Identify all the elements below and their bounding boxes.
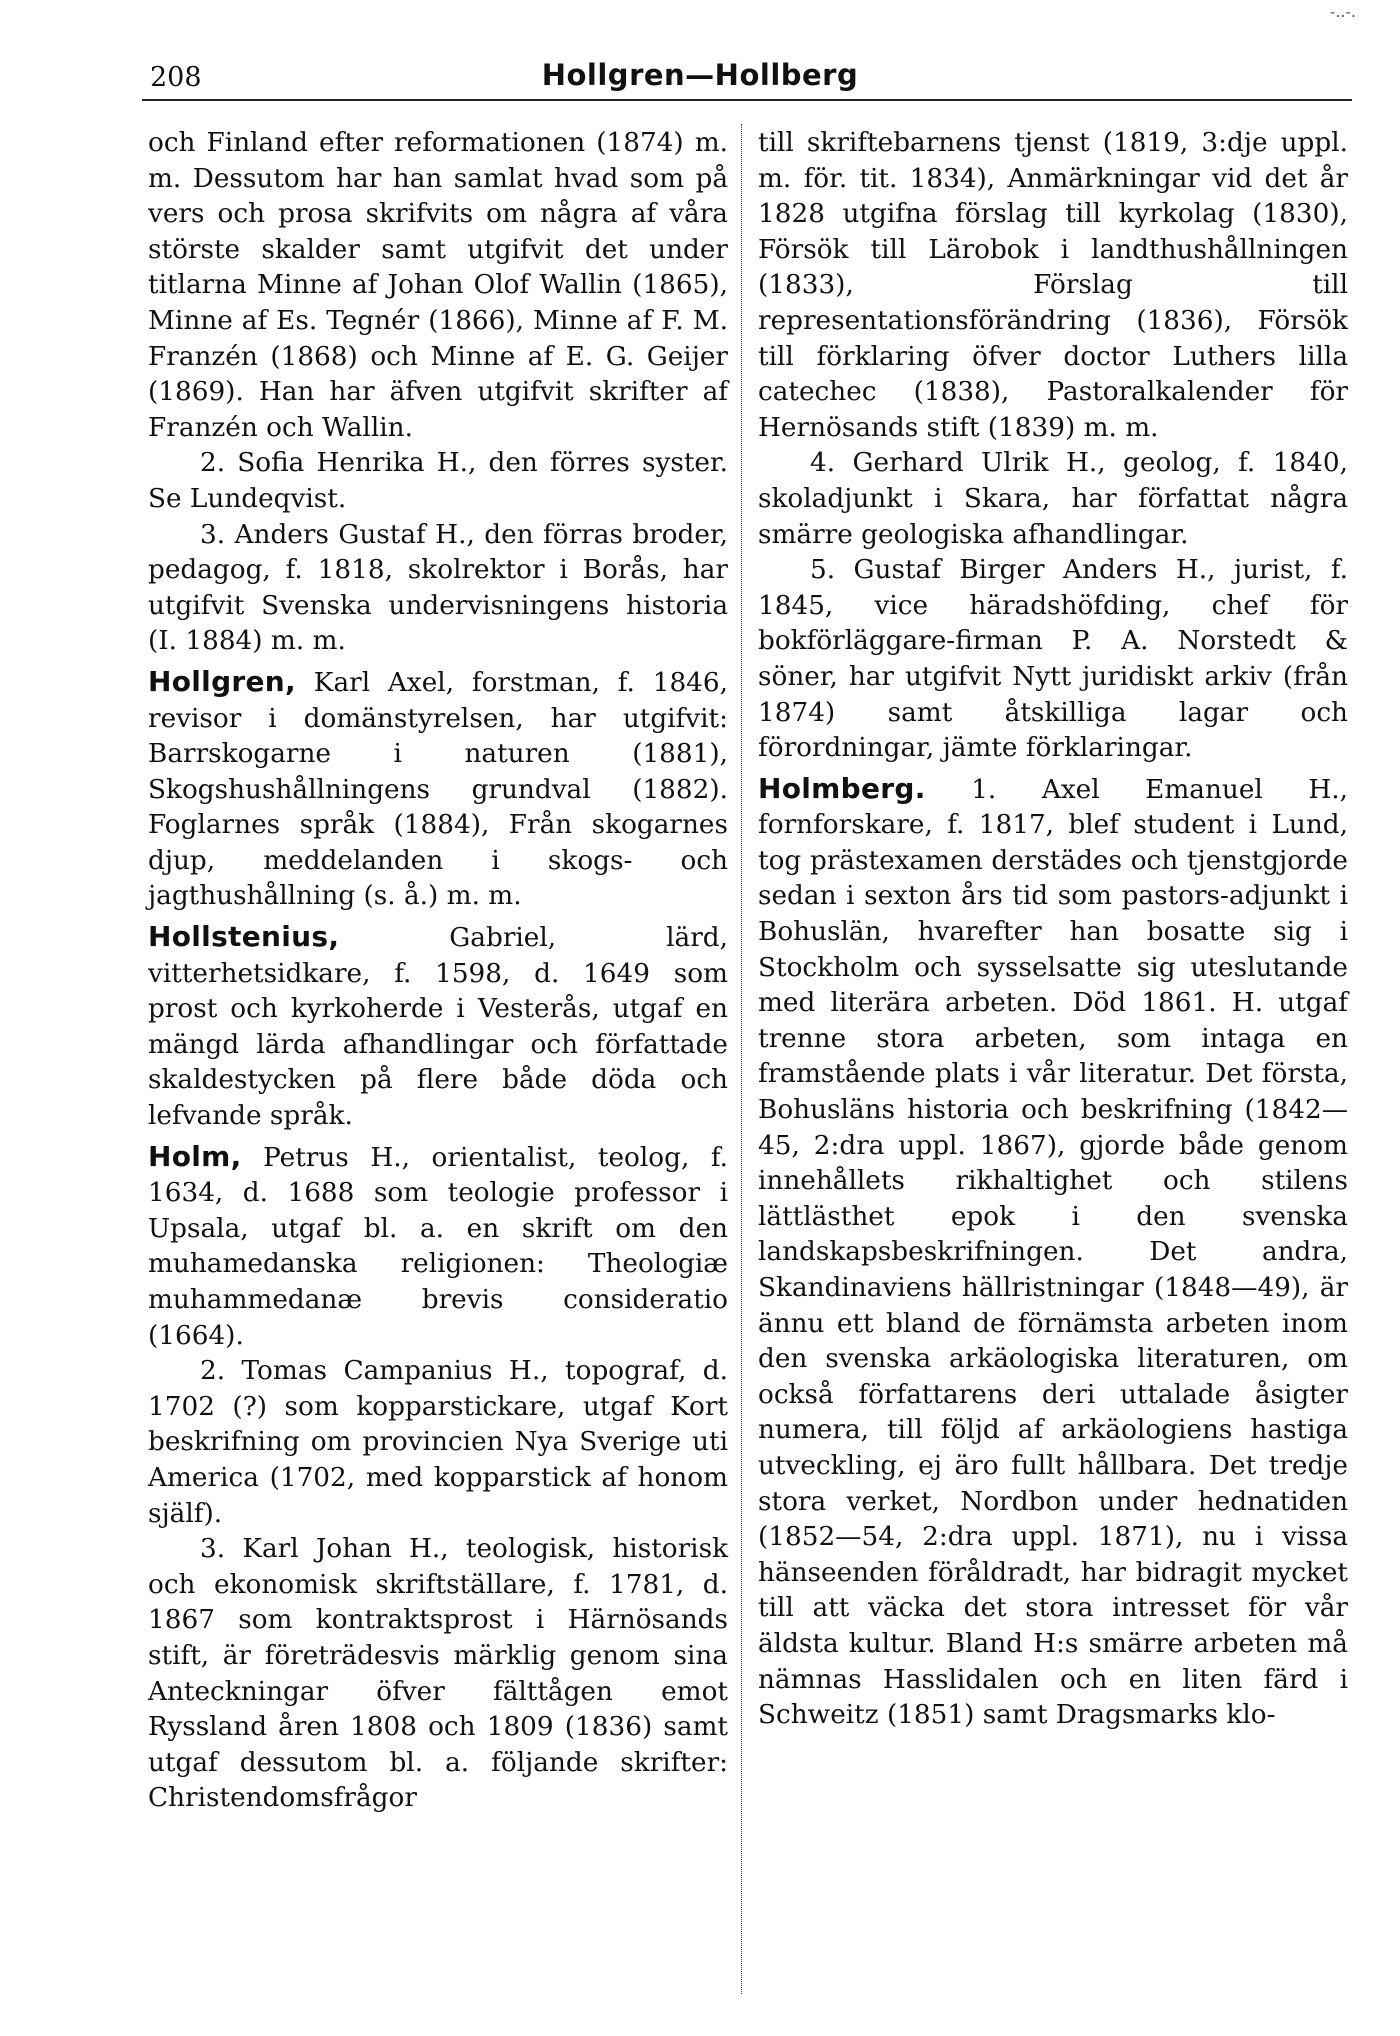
entry-lemma: Holmberg.: [758, 771, 926, 805]
entry-holm: [148, 1139, 728, 1355]
corner-mark: -..-.: [1329, 2, 1356, 21]
entry-text: Gabriel, lärd, vitterhetsidkare, f. 1598, d. 1649 som prost och kyrkoherde i Vesterås, utgaf en mängd lärda afhandlingar och författade skaldestycken på flere både döda och lefvande språk.: [148, 923, 728, 1132]
paragraph: till skriftebarnens tjenst (1819, 3:dje uppl. m. för. tit. 1834), Anmärkningar vid det år 1828 utgifna förslag till kyrkolag (1830), Försök till Lärobok i landthushållningen (1833), Förslag till representationsförändring (1836), Försök till förklaring öfver doctor Luthers lilla catecheс (1838), Pastoralkalender för Hernösands stift (1839) m. m.: [758, 128, 1348, 443]
entry-holmberg: [758, 771, 1348, 1734]
paragraph: 3. Karl Johan H., teologisk, historisk och ekonomisk skriftställare, f. 1781, d. 1867 som kontraktsprost i Härnösands stift, är företrädesvis märklig genom sina Anteckningar öfver fälttågen emot Ryssland åren 1808 och 1809 (1836) samt utgaf dessutom bl. a. följande skrifter: Christendomsfrågor: [148, 1534, 728, 1814]
entry-hollstenius: [148, 919, 728, 1135]
entry-lemma: Holm,: [148, 1139, 242, 1173]
paragraph: 5. Gustaf Birger Anders H., jurist, f. 1845, vice häradshöfding, chef för bokförläggare-firman P. A. Norstedt & söner, har utgifvit Nytt juridiskt arkiv (från 1874) samt åtskilliga lagar och förordningar, jämte förklaringar.: [758, 555, 1348, 764]
paragraph: 4. Gerhard Ulrik H., geolog, f. 1840, skoladjunkt i Skara, har författat några smärre geologiska afhandlingar.: [758, 448, 1348, 550]
running-head: Hollgren—Hollberg: [541, 58, 859, 92]
entry-text: 1. Axel Emanuel H., fornforskare, f. 1817, blef student i Lund, tog prästexamen derstädes och tjenstgjorde sedan i sexton års tid som pastors-adjunkt i Bohuslän, hvarefter han bosatte sig i Stockholm och sysselsatte sig uteslutande med literära arbeten. Död 1861. H. utgaf trenne stora arbeten, som intaga en framstående plats i vår literatur. Det första, Bohusläns historia och beskrifning (1842—45, 2:dra uppl. 1867), gjorde både genom innehållets rikhaltighet och stilens lättlästhet epok i den svenska landskapsbeskrifningen. Det andra, Skandinaviens hällristningar (1848—49), är ännu ett bland de förnämsta arbeten inom den svenska arkäologiska literaturen, om också författarens deri uttalade åsigter numera, till följd af arkäologiens hastiga utveckling, ej äro fullt hållbara. Det tredje stora verket, Nordbon under hednatiden (1852—54, 2:dra uppl. 1871), nu i vissa hänseenden föråldradt, har bidragit mycket till att väcka det stora intresset för vår äldsta kultur. Bland H:s smärre arbeten må nämnas Hasslidalen och en liten färd i Schweitz (1851) samt Dragsmarks klo-: [758, 774, 1348, 1731]
header-rule: [142, 99, 1352, 101]
paragraph: 2. Tomas Campanius H., topograf, d. 1702 (?) som kopparstickare, utgaf Kort beskrifning om provincien Nya Sverige uti America (1702, med kopparstick af honom själf).: [148, 1356, 728, 1529]
right-column: [758, 126, 1348, 1734]
left-column: [148, 126, 728, 1817]
entry-hollgren: [148, 664, 728, 915]
page-number: 208: [150, 62, 202, 93]
entry-lemma: Hollstenius,: [148, 920, 340, 954]
entry-text: Petrus H., orientalist, teolog, f. 1634, d. 1688 som teologie professor i Upsala, utgaf bl. a. en skrift om den muhamedanska religionen: Theologiæ muhammedanæ brevis consideratio (1664).: [148, 1142, 729, 1351]
paragraph: och Finland efter reformationen (1874) m. m. Dessutom har han samlat hvad som på vers och prosa skrifvits om några af våra störste skalder samt utgifvit det under titlarna Minne af Johan Olof Wallin (1865), Minne af Es. Tegnér (1866), Minne af F. M. Franzén (1868) och Minne af E. G. Geijer (1869). Han har äfven utgifvit skrifter af Franzén och Wallin.: [148, 128, 728, 443]
paragraph: 2. Sofia Henrika H., den förres syster. Se Lundeqvist.: [148, 448, 728, 514]
column-divider: [741, 124, 742, 1994]
entry-lemma: Hollgren,: [148, 664, 296, 698]
paragraph: 3. Anders Gustaf H., den förras broder, pedagog, f. 1818, skolrektor i Borås, har utgifvit Svenska undervisningens historia (I. 1884) m. m.: [148, 519, 728, 657]
entry-text: Karl Axel, forstman, f. 1846, revisor i domänstyrelsen, har utgifvit: Barrskogarne i naturen (1881), Skogshushållningens grundval (1882). Foglarnes språk (1884), Från skogarnes djup, meddelanden i skogs- och jagthushållning (s. å.) m. m.: [148, 667, 728, 912]
